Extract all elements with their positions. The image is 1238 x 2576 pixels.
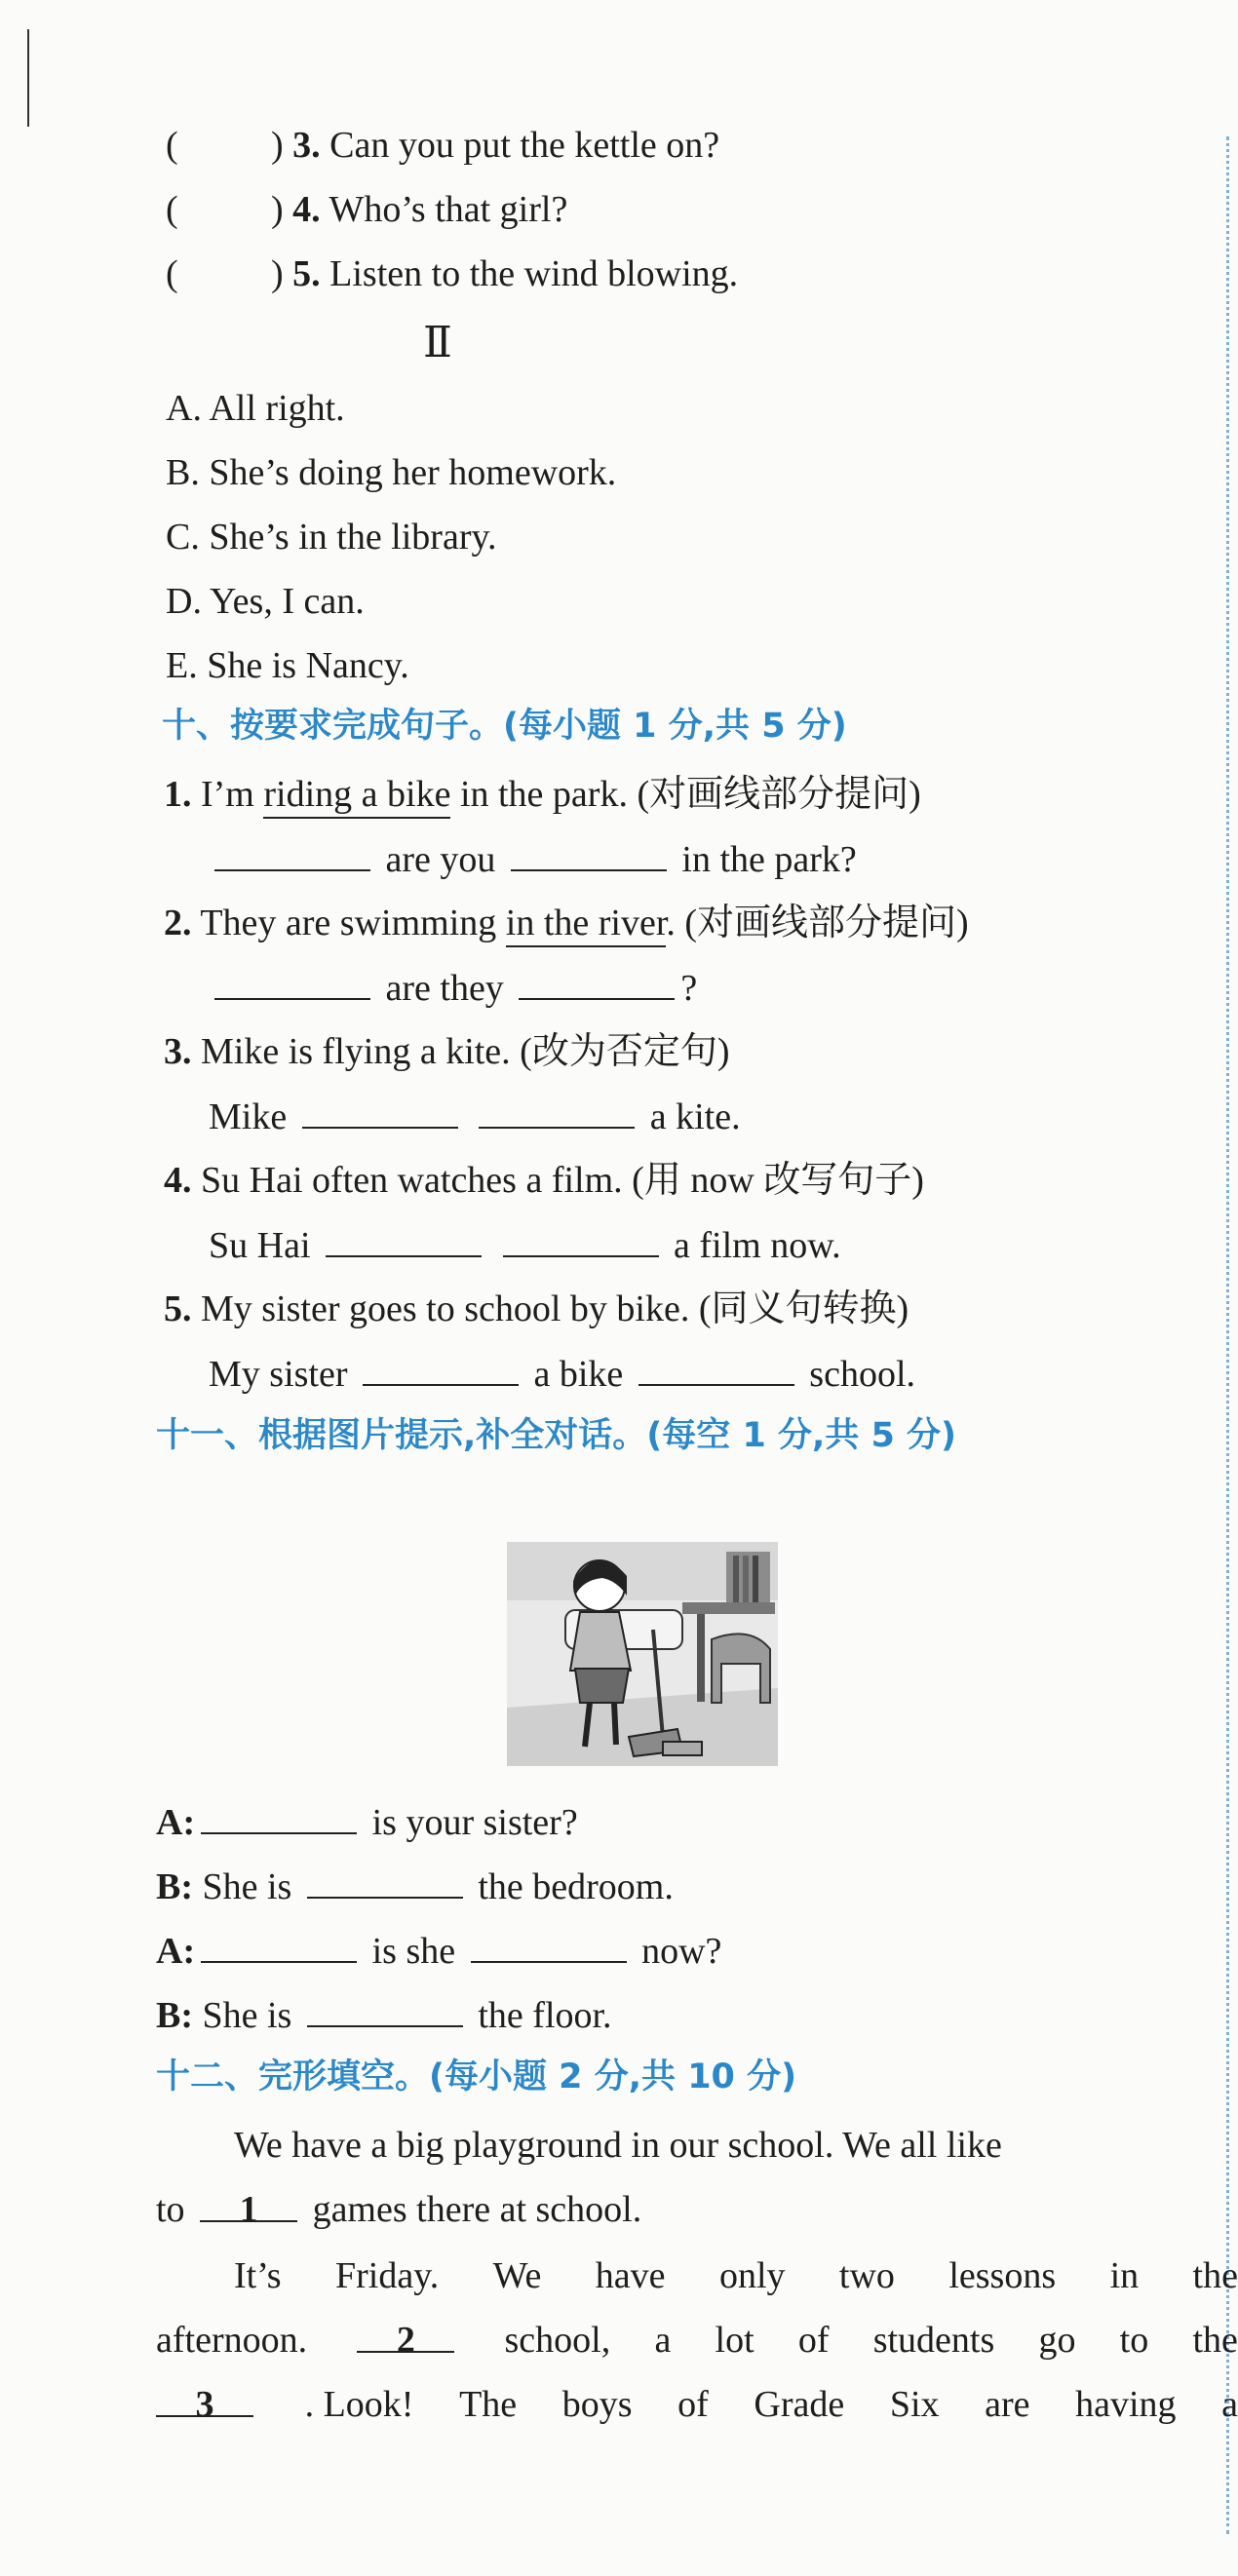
s10-answer-3: Mike a kite. [209, 1096, 741, 1137]
answer-blank[interactable] [471, 1932, 627, 1963]
answer-blank[interactable] [214, 840, 370, 871]
answer-blank[interactable] [214, 969, 370, 1000]
s10-answer-2: are they ? [209, 969, 697, 1007]
cloze-p2-line3: 3 . Look! The boys of Grade Six are having a [156, 2386, 1238, 2423]
underlined-phrase: in the river [506, 903, 667, 947]
option-a: A. All right. [166, 388, 345, 429]
option-d: D. Yes, I can. [166, 581, 365, 622]
cloze-p1-line2: to 1 games there at school. [156, 2189, 642, 2230]
matching-item-4: ( ) 4. Who’s that girl? [166, 189, 568, 230]
cloze-blank-1[interactable]: 1 [200, 2191, 297, 2222]
option-c: C. She’s in the library. [166, 517, 497, 557]
part-2-label: Ⅱ [423, 319, 452, 366]
cloze-p2-line1: It’s Friday. We have only two lessons in the [234, 2255, 1238, 2296]
answer-blank[interactable] [638, 1355, 794, 1386]
answer-blank[interactable] [479, 1097, 635, 1129]
dialogue-line-1: A: is your sister? [156, 1802, 578, 1843]
answer-blank[interactable] [326, 1226, 482, 1257]
option-b: B. She’s doing her homework. [166, 452, 617, 493]
girl-sweeping-illustration [507, 1542, 778, 1766]
answer-blank[interactable] [307, 1996, 463, 2027]
answer-blank[interactable] [511, 840, 667, 871]
s10-item-4: 4. Su Hai often watches a film. (用 now 改写句子) [164, 1160, 924, 1201]
section-11-heading: 十一、根据图片提示,补全对话。(每空 1 分,共 5 分) [156, 1416, 957, 1455]
option-e: E. She is Nancy. [166, 645, 409, 686]
answer-blank[interactable] [363, 1355, 519, 1386]
cloze-p1-line1: We have a big playground in our school. We all like [234, 2125, 1002, 2166]
s10-answer-1: are you in the park? [209, 840, 857, 878]
s10-item-2: 2. They are swimming in the river. (对画线部分提问) [164, 904, 969, 942]
cloze-blank-3[interactable]: 3 [156, 2386, 253, 2417]
s10-item-1: 1. I’m riding a bike in the park. (对画线部分提问) [164, 776, 921, 813]
matching-item-5: ( ) 5. Listen to the wind blowing. [166, 253, 739, 294]
cloze-p2-line2: afternoon. 2 school, a lot of students go to the [156, 2320, 1238, 2361]
answer-blank[interactable] [201, 1932, 357, 1963]
s10-answer-4: Su Hai a film now. [209, 1225, 841, 1266]
s10-item-5: 5. My sister goes to school by bike. (同义句转换) [164, 1288, 909, 1329]
dialogue-line-4: B: She is the floor. [156, 1995, 612, 2036]
answer-blank[interactable] [503, 1226, 659, 1257]
s10-answer-5: My sister a bike school. [209, 1354, 916, 1395]
answer-blank[interactable] [519, 969, 675, 1000]
right-dotted-rule [1226, 136, 1229, 2534]
matching-item-3: ( ) 3. Can you put the kettle on? [166, 125, 720, 166]
answer-blank[interactable] [307, 1867, 463, 1899]
left-margin-rule [27, 29, 29, 127]
answer-blank[interactable] [201, 1803, 357, 1834]
section-12-heading: 十二、完形填空。(每小题 2 分,共 10 分) [156, 2057, 797, 2096]
s10-item-3: 3. Mike is flying a kite. (改为否定句) [164, 1031, 730, 1072]
dialogue-line-3: A: is she now? [156, 1931, 722, 1972]
underlined-phrase: riding a bike [263, 774, 450, 819]
dialogue-line-2: B: She is the bedroom. [156, 1866, 674, 1907]
answer-blank[interactable] [302, 1097, 458, 1129]
section-10-heading: 十、按要求完成句子。(每小题 1 分,共 5 分) [162, 707, 847, 746]
cloze-blank-2[interactable]: 2 [357, 2322, 454, 2353]
